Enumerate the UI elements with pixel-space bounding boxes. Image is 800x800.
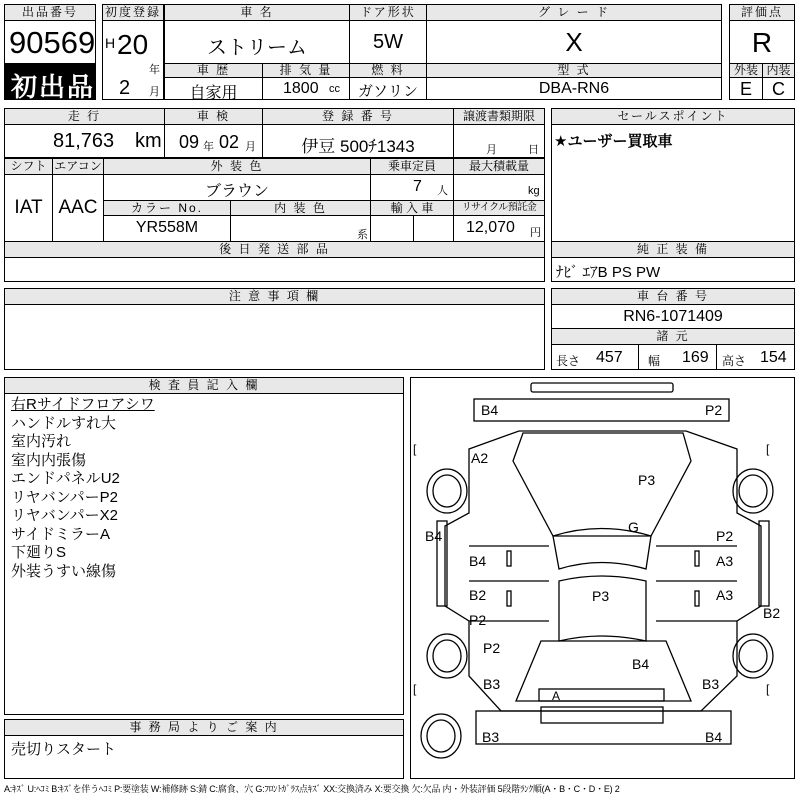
inspection-box — [164, 124, 263, 158]
sales-point-value: ★ユーザー買取車 — [554, 133, 673, 150]
exterior-grade-box — [729, 77, 763, 100]
mark-b4-left-door: B4 — [469, 553, 487, 569]
ext-color-box — [103, 174, 371, 201]
displacement-unit: cc — [329, 83, 340, 95]
import-divider — [413, 216, 414, 241]
mark-p2-top-right: P2 — [705, 402, 723, 418]
transfer-day: 日 — [528, 144, 539, 156]
inspection-year: 09 — [179, 132, 200, 152]
equipment-label: 純 正 装 備 — [551, 241, 795, 258]
door-handle — [695, 591, 699, 606]
ac-box — [52, 174, 104, 242]
hood — [513, 433, 691, 536]
inspection-year-unit: 年 — [203, 141, 214, 153]
rear-garnish — [541, 707, 663, 723]
inspector-note: サイドミラーA — [11, 525, 110, 543]
inspection-month-unit: 月 — [245, 141, 256, 153]
door-lines — [469, 546, 737, 621]
displacement-label: 排 気 量 — [262, 63, 350, 78]
lot-number: 90569 — [9, 25, 96, 60]
mark-p2-left-lower: P2 — [483, 640, 501, 656]
grade-box — [426, 20, 722, 64]
displacement-value: 1800 — [283, 80, 319, 97]
office-box — [4, 735, 404, 779]
max-load-label: 最大積載量 — [453, 158, 545, 175]
parts-later-label: 後 日 発 送 部 品 — [4, 241, 545, 258]
bracket-mark: [ — [766, 442, 770, 456]
mark-p2-right: P2 — [716, 528, 734, 544]
grade-value: X — [565, 27, 583, 57]
color-no-box — [103, 215, 231, 242]
shift-value: IAT — [14, 197, 43, 218]
car-diagram-svg — [411, 378, 794, 778]
door-handle — [507, 551, 511, 566]
inspector-note: リヤバンパーX2 — [11, 507, 118, 524]
score-box — [729, 20, 795, 64]
capacity-value: 7 — [413, 178, 422, 195]
mileage-unit: km — [135, 130, 162, 152]
notes-label: 注 意 事 項 欄 — [4, 288, 545, 305]
mileage-label: 走 行 — [4, 108, 165, 125]
chassis-value: RN6-1071409 — [623, 308, 723, 325]
trunk — [516, 641, 691, 701]
mark-b4-top-left: B4 — [481, 402, 499, 418]
inspector-note: 右Rサイドフロアシワ — [11, 396, 155, 413]
recycle-unit: 円 — [530, 227, 541, 239]
inspector-note: 室内汚れ — [11, 433, 72, 450]
mark-b3-right: B3 — [702, 676, 720, 692]
body-outline — [445, 431, 761, 711]
inspection-label: 車 検 — [164, 108, 263, 125]
door-box — [349, 20, 427, 64]
inspector-note: ハンドルすれ大 — [11, 414, 117, 432]
color-no-value: YR558M — [135, 219, 199, 236]
history-label: 車 歴 — [164, 63, 263, 78]
roof — [559, 576, 646, 641]
exterior-grade-label: 外装 — [729, 63, 763, 78]
capacity-label: 乗車定員 — [370, 158, 454, 175]
fuel-box — [349, 77, 427, 100]
fuel-label: 燃 料 — [349, 63, 427, 78]
chassis-label: 車 台 番 号 — [551, 288, 795, 305]
bracket-mark: [ — [413, 442, 417, 456]
mark-a-rear: A — [552, 689, 561, 703]
mark-p3-roof: P3 — [592, 588, 610, 604]
equipment-box — [551, 257, 795, 282]
ac-value: AAC — [58, 197, 98, 218]
car-name-box — [164, 20, 350, 64]
int-color-box — [230, 215, 371, 242]
mark-b3-left: B3 — [483, 676, 501, 692]
import-label: 輸 入 車 — [370, 200, 454, 216]
door-type: 5W — [373, 31, 403, 53]
mark-p3-hood: P3 — [638, 472, 656, 488]
model-value: DBA-RN6 — [538, 80, 610, 97]
mark-b4-trunk: B4 — [632, 656, 650, 672]
recycle-value: 12,070 — [466, 219, 515, 236]
interior-grade-label: 内装 — [762, 63, 795, 78]
height-label: 高さ — [722, 354, 747, 368]
bracket-mark: [ — [413, 682, 417, 696]
dims-divider-1 — [638, 345, 639, 369]
plate-value: 伊豆 500ﾁ1343 — [301, 137, 415, 156]
transfer-month: 月 — [486, 144, 497, 156]
ac-label: エアコン — [52, 158, 104, 175]
first-reg-label: 初度登録 — [102, 4, 164, 21]
height-value: 154 — [760, 349, 787, 366]
width-label: 幅 — [648, 354, 661, 368]
door-handle — [695, 551, 699, 566]
interior-grade-box — [762, 77, 795, 100]
sales-point-box — [551, 124, 795, 242]
mark-b2-right: B2 — [763, 605, 781, 621]
import-box — [370, 215, 454, 242]
era-prefix: H — [105, 35, 116, 51]
inspection-month: 02 — [219, 132, 240, 152]
reg-month: 2 — [119, 77, 131, 99]
mark-b4-left-fender: B4 — [425, 528, 443, 544]
inspector-label: 検 査 員 記 入 欄 — [4, 377, 404, 394]
parts-later-box — [4, 257, 545, 282]
inspector-box — [4, 393, 404, 715]
transfer-deadline-box — [453, 124, 545, 158]
history-value: 自家用 — [189, 85, 238, 102]
first-listing-badge — [4, 64, 96, 100]
mark-a3-right-door: A3 — [716, 553, 734, 569]
office-note: 売切りスタート — [11, 741, 117, 758]
mark-g-windshield: G — [628, 519, 639, 535]
shift-label: シフト — [4, 158, 53, 175]
max-load-unit: kg — [528, 185, 540, 197]
fuel-value: ガソリン — [357, 83, 418, 100]
mileage-box — [4, 124, 165, 158]
shift-box — [4, 174, 53, 242]
inspector-note: エンドパネルU2 — [11, 470, 120, 487]
notes-box — [4, 304, 545, 370]
mark-p2-left-rear: P2 — [469, 612, 487, 628]
legend-text: A:ｷｽﾞ U:ﾍｺﾐ B:ｷｽﾞを伴うﾍｺﾐ P:要塗装 W:補修跡 S:錆 C:腐食、穴 G:ﾌﾛﾝﾄｶﾞﾗｽ点ｷｽﾞ XX:交換済み X:要交換 欠:欠品 内・外装評価 5段階ﾗﾝｸ順(A・B・C・D・E) 2 — [4, 784, 620, 794]
lot-number-label: 出品番号 — [4, 4, 96, 21]
bracket-mark: [ — [766, 682, 770, 696]
mark-b2-left: B2 — [469, 587, 487, 603]
inspector-notes-list — [11, 396, 155, 581]
max-load-box — [453, 174, 545, 201]
grade-label: グ レ ー ド — [426, 4, 722, 21]
car-name-label: 車 名 — [164, 4, 350, 21]
score-label: 評価点 — [729, 4, 795, 21]
plate-label: 登 録 番 号 — [262, 108, 454, 125]
front-bumper-bar — [531, 383, 673, 392]
door-handle — [507, 591, 511, 606]
first-reg-box — [102, 20, 164, 100]
reg-year: 20 — [117, 29, 149, 60]
mark-b4-bottom-right: B4 — [705, 729, 723, 745]
dims-box — [551, 344, 795, 370]
int-color-unit: 系 — [357, 229, 368, 241]
interior-grade: C — [772, 79, 785, 99]
inspector-note: 外装うすい線傷 — [11, 562, 117, 580]
plate-box — [262, 124, 454, 158]
office-label: 事 務 局 よ り ご 案 内 — [4, 719, 404, 736]
mark-b3-bottom-left: B3 — [482, 729, 500, 745]
color-no-label: カラー No. — [103, 200, 231, 216]
ext-color-value: ブラウン — [204, 183, 269, 200]
first-listing-text: 初出品 — [11, 72, 96, 102]
length-value: 457 — [596, 349, 623, 366]
exterior-grade: E — [739, 79, 752, 99]
transfer-deadline-label: 譲渡書類期限 — [453, 108, 545, 125]
recycle-box — [453, 215, 545, 242]
mark-a3-right-rear: A3 — [716, 587, 734, 603]
reg-year-unit: 年 — [149, 64, 160, 76]
mark-a2: A2 — [471, 450, 489, 466]
displacement-box — [262, 77, 350, 100]
inspector-note: 室内内張傷 — [11, 451, 87, 469]
dims-divider-2 — [716, 345, 717, 369]
int-color-label: 内 装 色 — [230, 200, 371, 216]
chassis-box — [551, 304, 795, 329]
inspector-note: リヤバンパーP2 — [11, 488, 118, 506]
score-value: R — [751, 27, 773, 58]
ext-color-label: 外 装 色 — [103, 158, 371, 175]
length-label: 長さ — [556, 354, 581, 368]
capacity-unit: 人 — [437, 185, 448, 197]
equipment-value: ﾅﾋﾞ ｴｱB PS PW — [556, 264, 661, 281]
history-box — [164, 77, 263, 100]
front-bumper — [474, 399, 729, 421]
sales-point-label: セールスポイント — [551, 108, 795, 125]
car-name: ストリーム — [207, 37, 307, 59]
lot-number-box — [4, 20, 96, 64]
model-box — [426, 77, 722, 100]
inspector-note: 下廻りS — [11, 544, 67, 561]
car-diagram — [410, 377, 795, 779]
capacity-box — [370, 174, 454, 201]
reg-month-unit: 月 — [149, 86, 160, 98]
dims-label: 諸 元 — [551, 328, 795, 345]
recycle-label: リサイクル預託金 — [453, 200, 545, 216]
mileage-value: 81,763 — [53, 130, 115, 152]
model-label: 型 式 — [426, 63, 722, 78]
width-value: 169 — [682, 349, 709, 366]
door-label: ドア形状 — [349, 4, 427, 21]
rear-bumper — [476, 711, 731, 744]
